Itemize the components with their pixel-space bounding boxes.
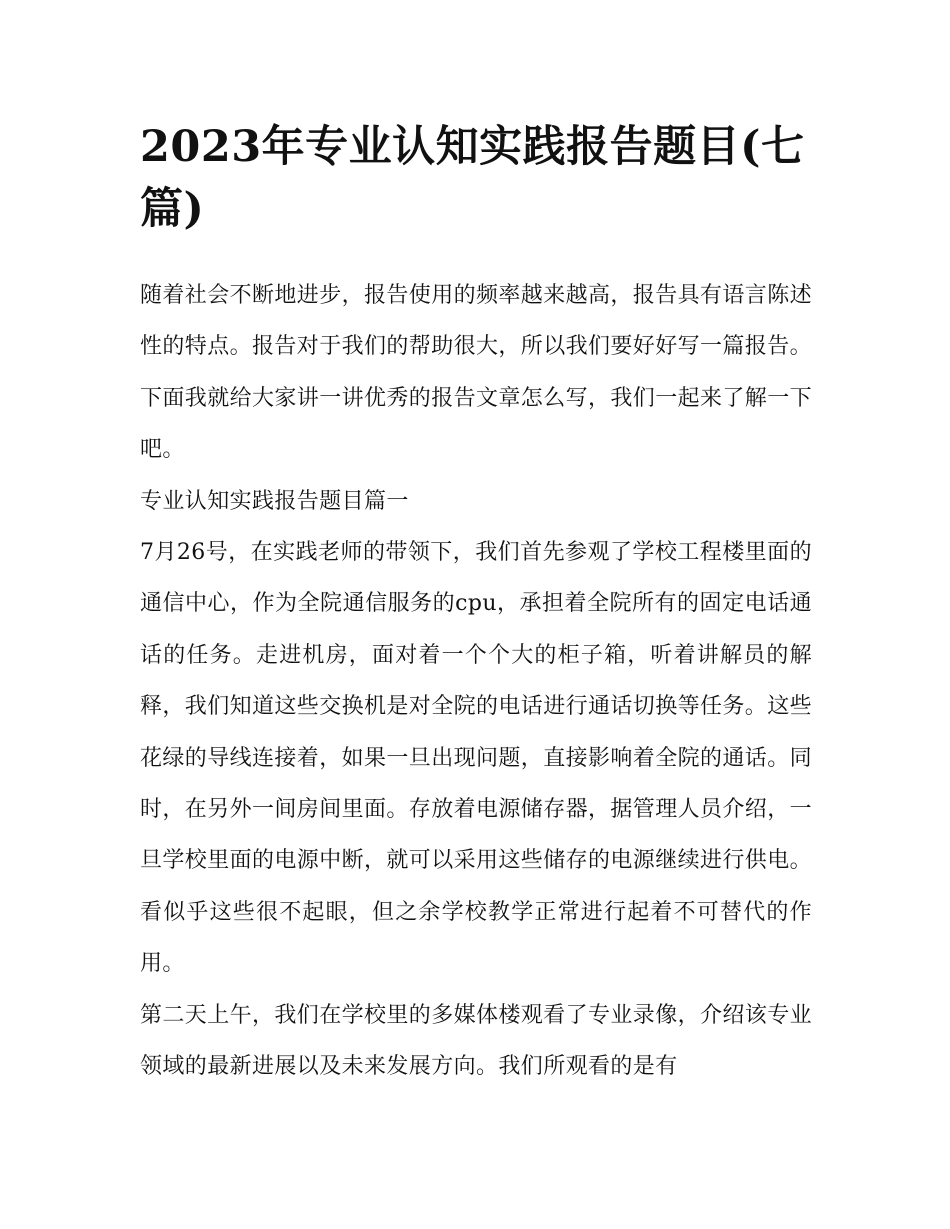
document-title: 2023年专业认知实践报告题目(七篇): [140, 122, 805, 234]
body-paragraph: 7月26号，在实践老师的带领下，我们首先参观了学校工程楼里面的通信中心，作为全院通信服务的cpu，承担着全院所有的固定电话通话的任务。走进机房，面对着一个个大的柜子箱，听着讲解员的解释，我们知道这些交换机是对全院的电话进行通话切换等任务。这些花绿的导线连接着，如果一旦出现问题，直接影响着全院的通话。同时，在另外一间房间里面。存放着电源储存器，据管理人员介绍，一旦学校里面的电源中断，就可以采用这些储存的电源继续进行供电。看似乎这些很不起眼，但之余学校教学正常进行起着不可替代的作用。: [140, 540, 813, 977]
intro-paragraph: 随着社会不断地进步，报告使用的频率越来越高，报告具有语言陈述性的特点。报告对于我们的帮助很大，所以我们要好好写一篇报告。下面我就给大家讲一讲优秀的报告文章怎么写，我们一起来了解一下吧。: [140, 283, 813, 463]
document-body: [140, 270, 812, 1093]
section-heading: 专业认知实践报告题目篇一: [140, 488, 409, 514]
body-paragraph: 第二天上午，我们在学校里的多媒体楼观看了专业录像，介绍该专业领域的最新进展以及未来发展方向。我们所观看的是有: [140, 1002, 813, 1080]
document-content: [140, 116, 812, 1093]
